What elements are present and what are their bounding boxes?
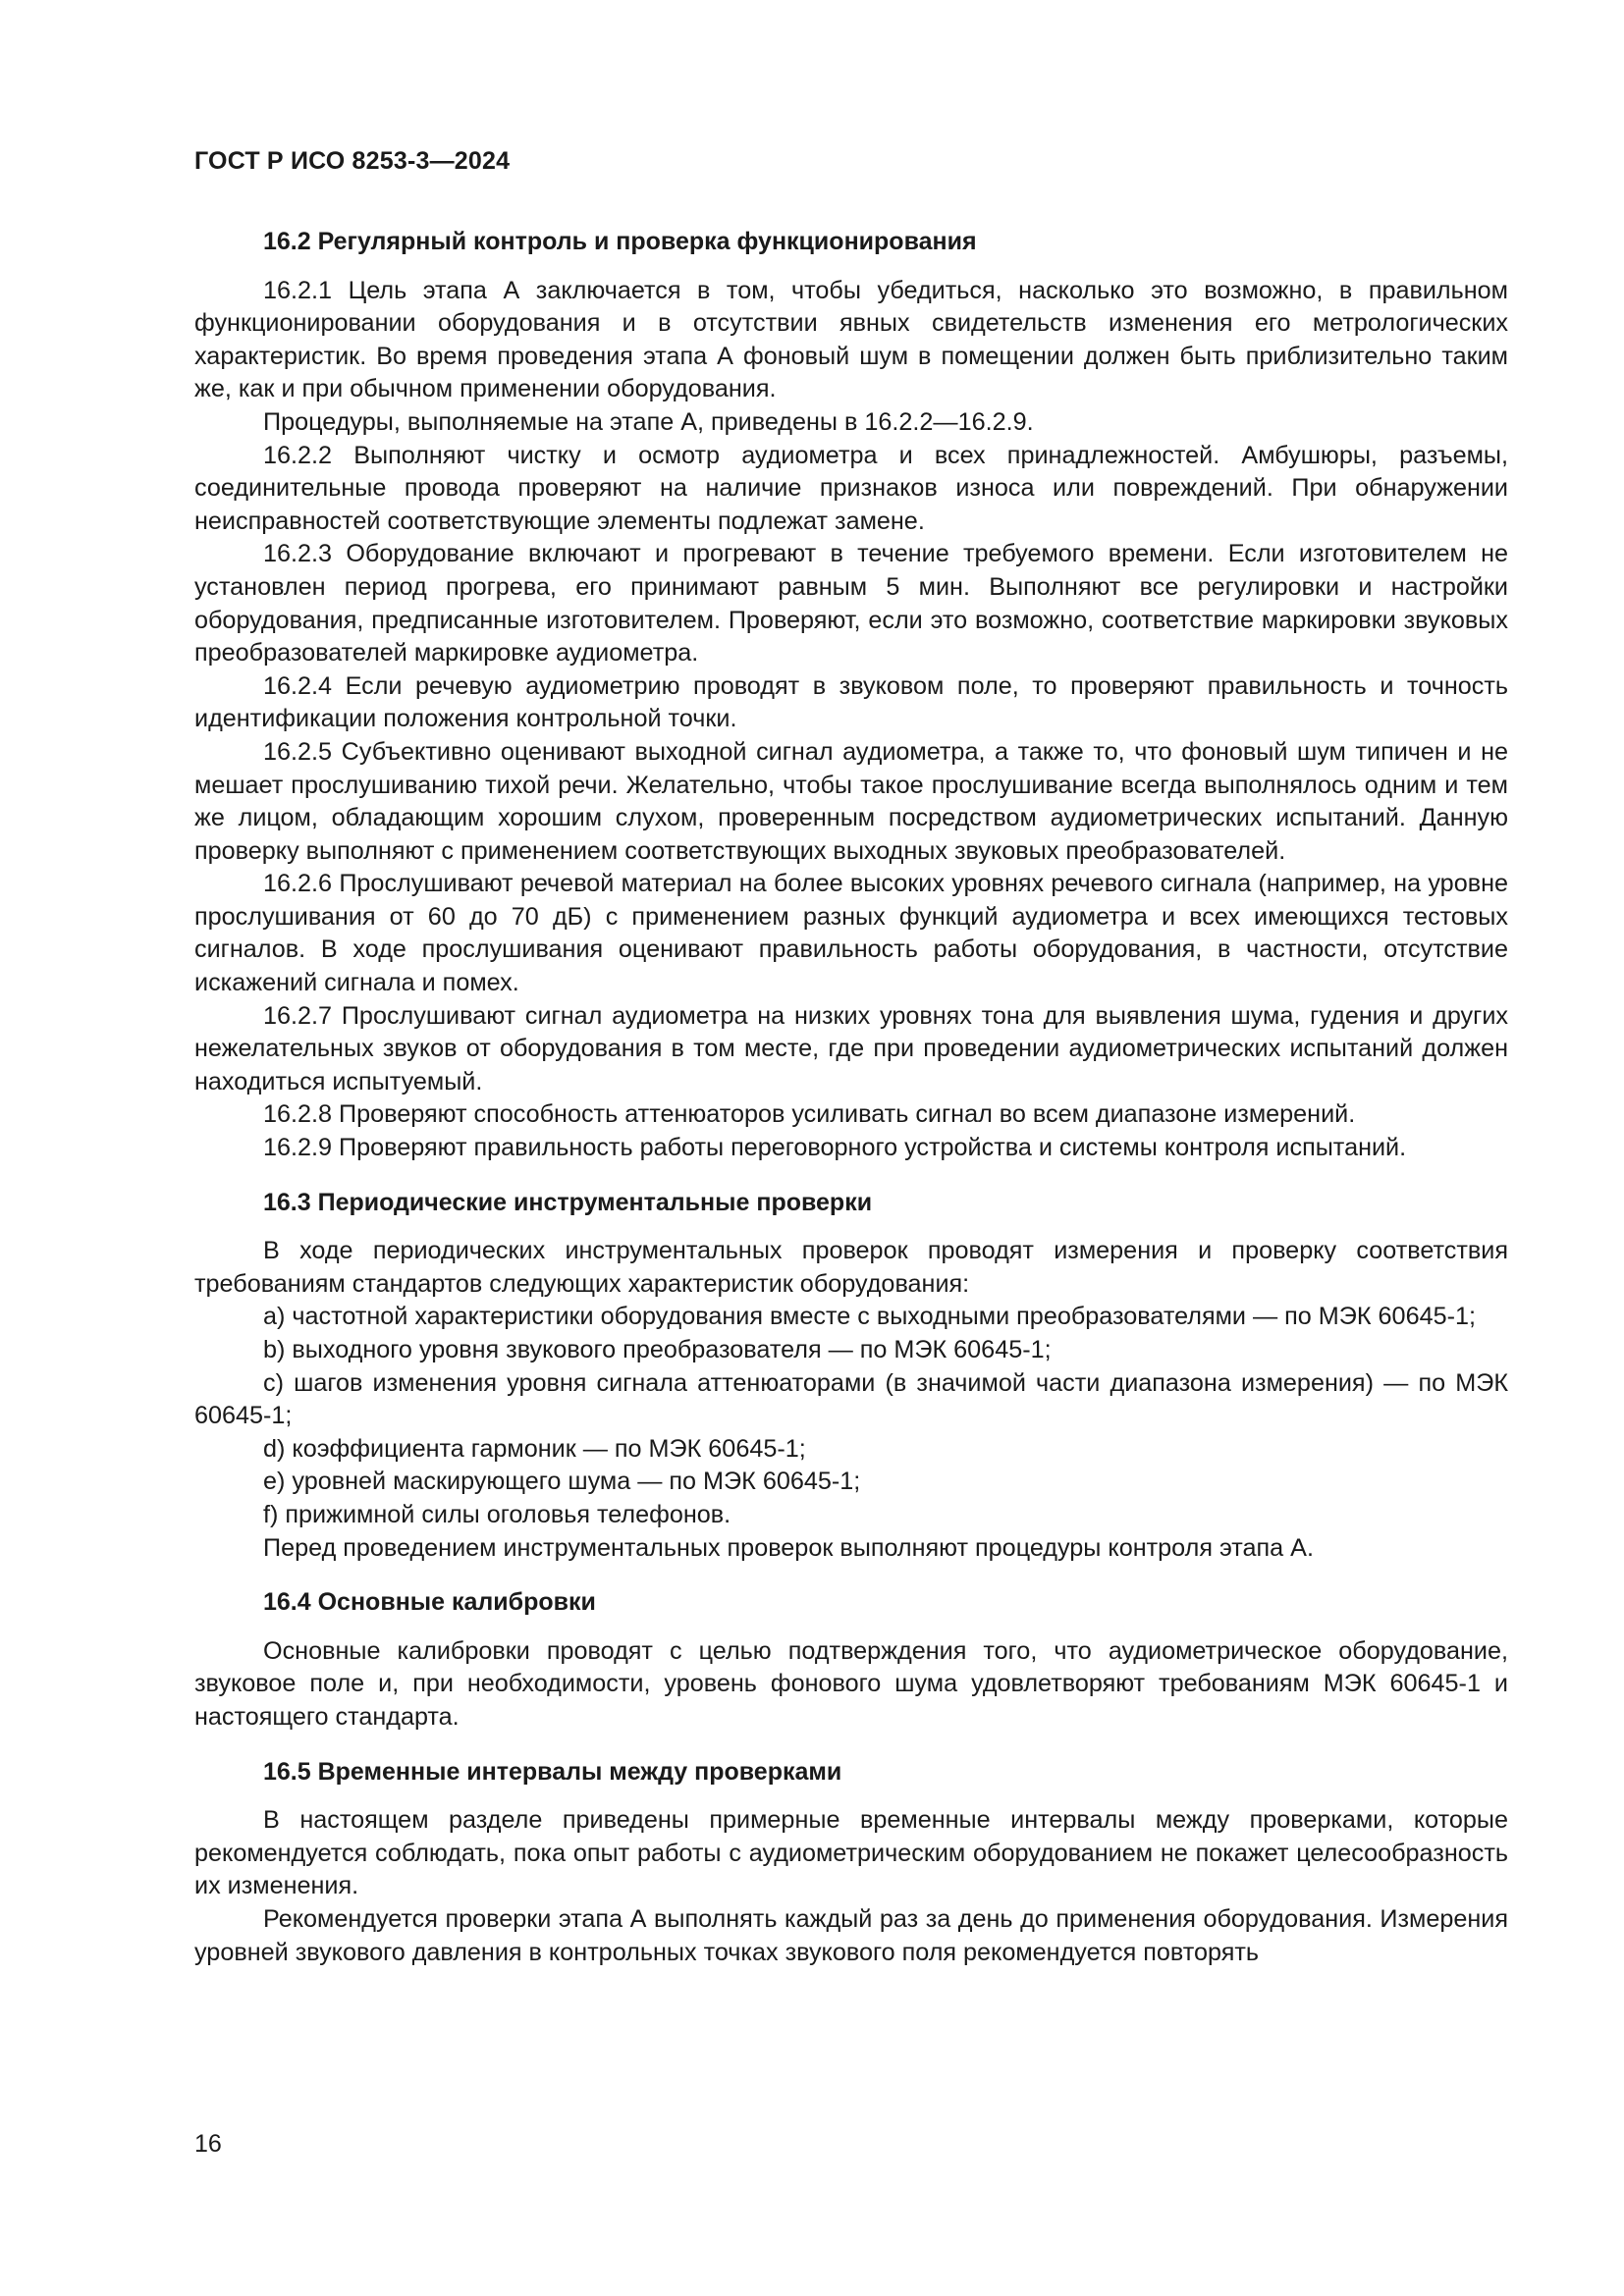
paragraph-16-2-1: 16.2.1 Цель этапа А заключается в том, чтобы убедиться, насколько это возможно, в правильном функционировании оборудования и в отсутствии явных свидетельств изменения его метрологических характеристик. Во время проведения этапа А фоновый шум в помещении должен быть приблизительно таким же, как и при обычном применении оборудования. — [194, 276, 1508, 403]
page-number: 16 — [194, 2130, 222, 2158]
paragraph-16-2-8: 16.2.8 Проверяют способность аттенюаторов усиливать сигнал во всем диапазоне измерений. — [263, 1100, 1356, 1129]
list-item-b: b) выходного уровня звукового преобразователя — по МЭК 60645-1; — [263, 1336, 1052, 1363]
paragraph-16-2-5: 16.2.5 Субъективно оценивают выходной сигнал аудиометра, а также то, что фоновый шум типичен и не мешает прослушиванию тихой речи. Желательно, чтобы такое прослушивание всегда выполнялось одним и тем же лицом, обладающим хорошим слухом, проверенным посредством аудиометрических испытаний. Данную проверку выполняют с применением соответствующих выходных звуковых преобразователей. — [194, 737, 1508, 865]
page-content — [194, 226, 1508, 1969]
section-heading-16-2: 16.2 Регулярный контроль и проверка функционирования — [263, 228, 977, 255]
paragraph-16-3-intro: В ходе периодических инструментальных проверок проводят измерения и проверку соответствия требованиям стандартов следующих характеристик оборудования: — [194, 1237, 1508, 1298]
section-heading-16-4: 16.4 Основные калибровки — [263, 1588, 596, 1617]
section-heading-16-5: 16.5 Временные интервалы между проверками — [263, 1757, 842, 1786]
paragraph-16-5-2: Рекомендуется проверки этапа А выполнять каждый раз за день до применения оборудования. Измерения уровней звукового давления в контрольных точках звукового поля рекомендуется повторять — [194, 1904, 1508, 1966]
list-item-f: f) прижимной силы оголовья телефонов. — [263, 1500, 731, 1528]
section-heading-16-3: 16.3 Периодические инструментальные проверки — [263, 1188, 873, 1216]
paragraph-16-2-4: 16.2.4 Если речевую аудиометрию проводят в звуковом поле, то проверяют правильность и точность идентификации положения контрольной точки. — [194, 671, 1508, 733]
list-item-e: e) уровней маскирующего шума — по МЭК 60645-1; — [263, 1468, 861, 1496]
paragraph-16-2-7: 16.2.7 Прослушивают сигнал аудиометра на низких уровнях тона для выявления шума, гудения и других нежелательных звуков от оборудования в том месте, где при проведении аудиометрических испытаний должен находиться испытуемый. — [194, 1001, 1508, 1095]
list-item-c: c) шагов изменения уровня сигнала аттенюаторами (в значимой части диапазона измерения) — по МЭК 60645-1; — [194, 1368, 1508, 1430]
paragraph-16-2-6: 16.2.6 Прослушивают речевой материал на более высоких уровнях речевого сигнала (например, на уровне прослушивания от 60 до 70 дБ) с применением разных функций аудиометра и всех имеющихся тестовых сигналов. В ходе прослушивания оценивают правильность работы оборудования, в частности, отсутствие искажений сигнала и помех. — [194, 870, 1508, 997]
paragraph-16-4: Основные калибровки проводят с целью подтверждения того, что аудиометрическое оборудование, звуковое поле и, при необходимости, уровень фонового шума удовлетворяют требованиям МЭК 60645-1 и настоящего стандарта. — [194, 1636, 1508, 1731]
document-code-header: ГОСТ Р ИСО 8253-3—2024 — [194, 147, 511, 175]
list-item-d: d) коэффициента гармоник — по МЭК 60645-1; — [263, 1434, 806, 1463]
paragraph-16-2-2: 16.2.2 Выполняют чистку и осмотр аудиометра и всех принадлежностей. Амбушюры, разъемы, соединительные провода проверяют на наличие признаков износа или повреждений. При обнаружении неисправностей соответствующие элементы подлежат замене. — [194, 441, 1508, 535]
paragraph-procedures: Процедуры, выполняемые на этапе А, приведены в 16.2.2—16.2.9. — [263, 407, 1034, 436]
paragraph-16-3-outro: Перед проведением инструментальных проверок выполняют процедуры контроля этапа А. — [263, 1533, 1314, 1562]
paragraph-16-2-9: 16.2.9 Проверяют правильность работы переговорного устройства и системы контроля испытаний. — [263, 1134, 1407, 1162]
paragraph-16-2-3: 16.2.3 Оборудование включают и прогревают в течение требуемого времени. Если изготовителем не установлен период прогрева, его принимают равным 5 мин. Выполняют все регулировки и настройки оборудования, предписанные изготовителем. Проверяют, если это возможно, соответствие маркировки звуковых преобразователей маркировке аудиометра. — [194, 540, 1508, 667]
paragraph-16-5-1: В настоящем разделе приведены примерные временные интервалы между проверками, которые рекомендуется соблюдать, пока опыт работы с аудиометрическим оборудованием не покажет целесообразность их изменения. — [194, 1806, 1508, 1900]
list-item-a: a) частотной характеристики оборудования вместе с выходными преобразователями — по МЭК 60645-1; — [263, 1303, 1476, 1331]
